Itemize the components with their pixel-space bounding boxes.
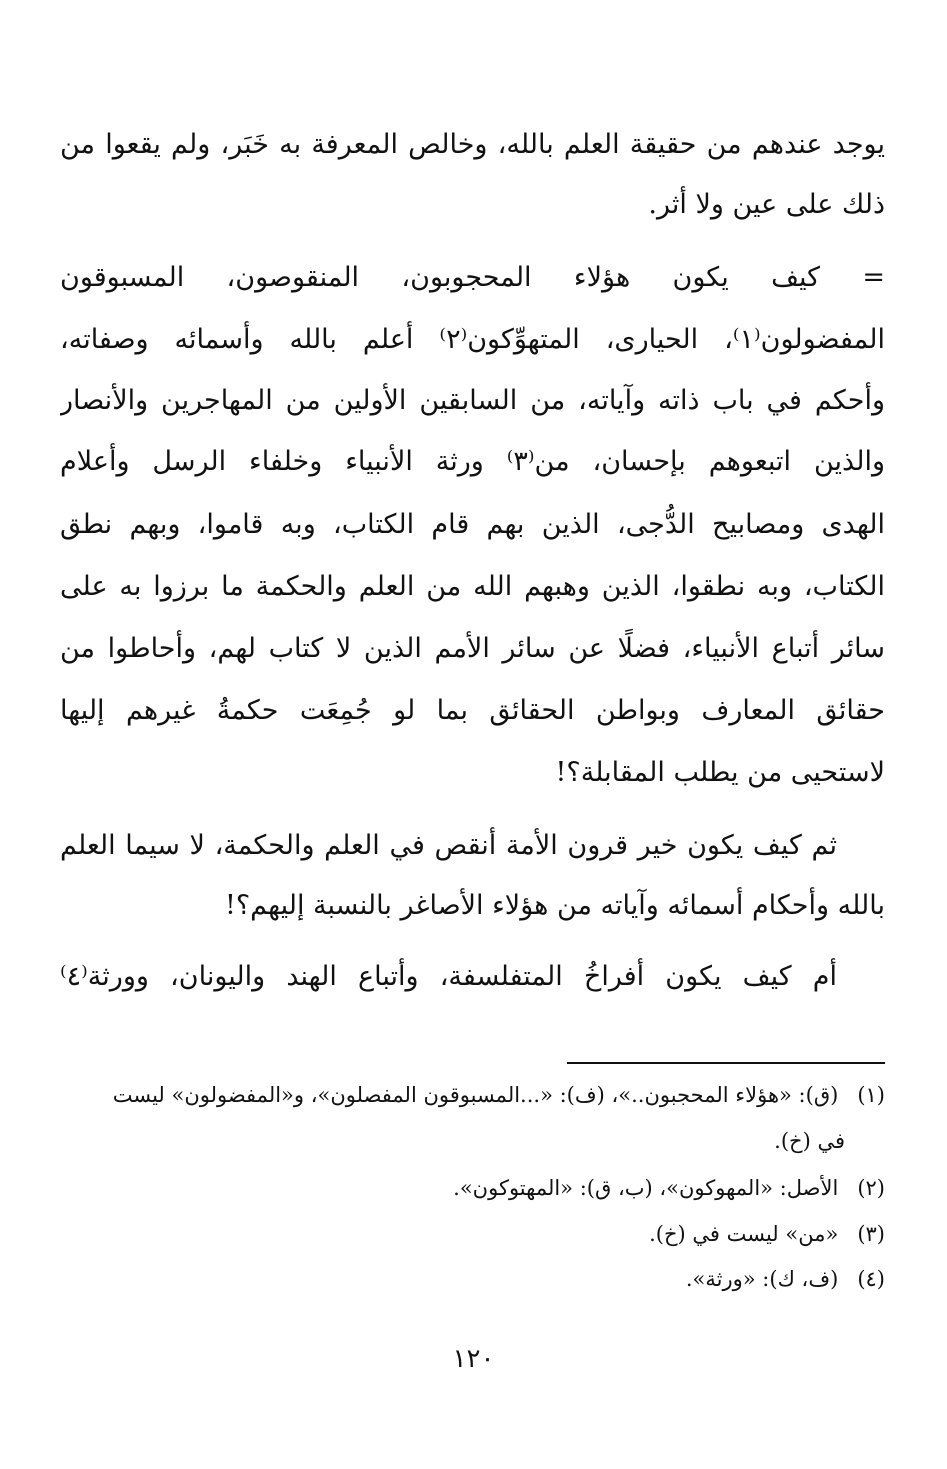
body-line-6: والذين اتبعوهم بإحسان، من⁽٣⁾ ورثة الأنبياء وخلفاء الرسل وأعلام xyxy=(60,446,885,477)
footnote-number: (٣) xyxy=(857,1222,885,1246)
footnote-text: في (خ). xyxy=(774,1129,845,1153)
body-line-8: الكتاب، وبه نطقوا، الذين وهبهم الله من العلم والحكمة ما برزوا به على xyxy=(60,571,885,602)
body-line-5: وأحكم في باب ذاته وآياته، من السابقين الأولين من المهاجرين والأنصار xyxy=(60,385,885,416)
body-line-4: المفضولون⁽١⁾، الحيارى، المتهوِّكون⁽٢⁾ أعلم بالله وأسمائه وصفاته، xyxy=(60,324,885,355)
footnote-number: (٤) xyxy=(857,1267,885,1291)
footnote-4 xyxy=(60,1264,885,1296)
body-line-10: حقائق المعارف وبواطن الحقائق بما لو جُمِعَت حكمةُ غيرهم إليها xyxy=(60,695,885,726)
footnote-number: (١) xyxy=(857,1083,885,1107)
body-line-3: = كيف يكون هؤلاء المحجوبون، المنقوصون، المسبوقون xyxy=(60,262,885,293)
body-line-13: بالله وأحكام أسمائه وآياته من هؤلاء الأصاغر بالنسبة إليهم؟! xyxy=(224,890,885,921)
body-line-7: الهدى ومصابيح الدُّجى، الذين بهم قام الكتاب، وبه قاموا، وبهم نطق xyxy=(60,509,885,540)
footnote-3 xyxy=(60,1219,885,1251)
footnote-text: (ف، ك): «ورثة». xyxy=(685,1267,839,1291)
body-line-12: ثم كيف يكون خير قرون الأمة أنقص في العلم والحكمة، لا سيما العلم xyxy=(60,830,837,861)
footnote-number: (٢) xyxy=(857,1176,885,1200)
body-line-9: سائر أتباع الأنبياء، فضلًا عن سائر الأمم الذين لا كتاب لهم، وأحاطوا من xyxy=(60,633,885,664)
body-line-11: لاستحيى من يطلب المقابلة؟! xyxy=(555,757,885,788)
footnote-separator xyxy=(567,1062,885,1064)
body-line-1: يوجد عندهم من حقيقة العلم بالله، وخالص المعرفة به خَبَر، ولم يقعوا من xyxy=(60,129,885,160)
footnote-text: (ق): «هؤلاء المحجبون..»، (ف): «...المسبوقون المفصلون»، و«المفضولون» ليست xyxy=(112,1083,839,1107)
footnote-2 xyxy=(60,1173,885,1205)
footnote-1 xyxy=(60,1080,885,1112)
footnote-text: «من» ليست في (خ). xyxy=(649,1222,839,1246)
page-number: ١٢٠ xyxy=(452,1344,495,1374)
footnote-text: الأصل: «المهوكون»، (ب، ق): «المهتوكون». xyxy=(453,1176,839,1200)
body-line-14: أم كيف يكون أفراخُ المتفلسفة، وأتباع الهند واليونان، وورثة⁽٤⁾ xyxy=(60,961,837,992)
body-line-2: ذلك على عين ولا أثر. xyxy=(648,189,885,220)
footnote-1-continued xyxy=(60,1126,845,1158)
